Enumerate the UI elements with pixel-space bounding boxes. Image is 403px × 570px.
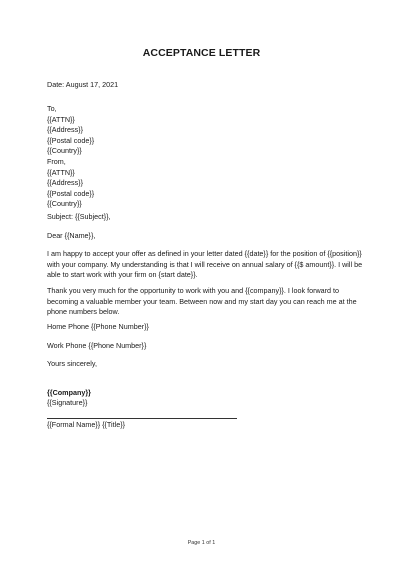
sender-heading: From, [47, 157, 66, 166]
formal-name-title: {{Formal Name}} {{Title}} [47, 420, 126, 429]
subject-line: Subject: {{Subject}}, [47, 212, 111, 221]
recipient-postal-code: {{Postal code}} [47, 135, 95, 145]
work-phone-line: Work Phone {{Phone Number}} [47, 341, 147, 350]
recipient-attn: {{ATTN}} [47, 114, 75, 124]
page-indicator: Page 1 of 1 [187, 540, 216, 546]
company-name: {{Company}} [47, 388, 91, 397]
recipient-address: {{Address}} [47, 125, 83, 135]
body-paragraph-offer: I am happy to accept your offer as defined in your letter dated {{date}} for the position of {{position}} with your company. My understanding is that I will receive on annual salary of {{$ amount}}. I will be able to start work with your firm on {start date}}. [47, 249, 363, 280]
sender-block [47, 157, 94, 210]
salutation: Dear {{Name}}, [47, 231, 96, 240]
signature-rule [47, 418, 237, 419]
date-line: Date: August 17, 2021 [47, 80, 119, 89]
sender-postal-code: {{Postal code}} [47, 188, 95, 198]
signature-placeholder: {{Signature}} [47, 398, 88, 407]
recipient-block [47, 104, 94, 157]
recipient-heading: To, [47, 104, 57, 113]
sender-address: {{Address}} [47, 178, 83, 188]
sender-country: {{Country}} [47, 199, 82, 209]
closing-line: Yours sincerely, [47, 359, 97, 368]
letter-title: ACCEPTANCE LETTER [142, 47, 261, 59]
sender-attn: {{ATTN}} [47, 167, 75, 177]
body-paragraph-thanks: Thank you very much for the opportunity to work with you and {{company}}. I look forward to becoming a valuable member your team. Between now and my start day you can reach me at the phone numbers below. [47, 286, 357, 317]
recipient-country: {{Country}} [47, 146, 82, 156]
home-phone-line: Home Phone {{Phone Number}} [47, 322, 149, 331]
